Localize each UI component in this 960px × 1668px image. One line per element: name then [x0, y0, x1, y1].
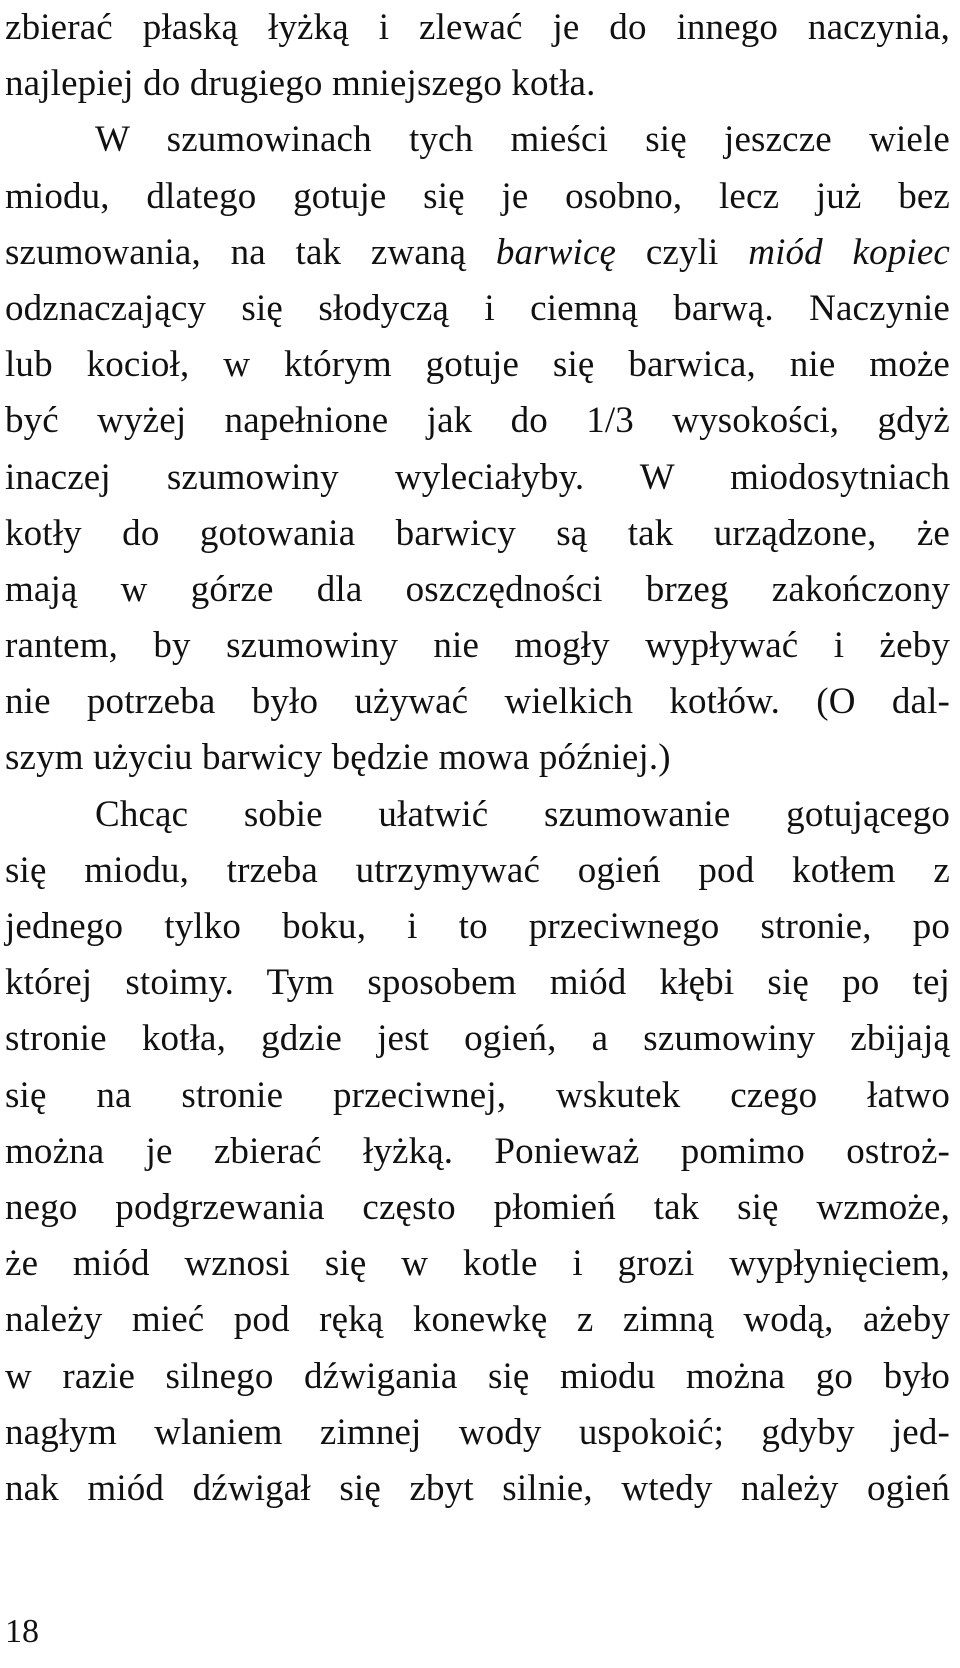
text-line: stronie kotła, gdzie jest ogień, a szumowiny zbijają: [5, 1018, 950, 1060]
italic-term-barwice: barwicę: [495, 231, 617, 273]
text-line: zbierać płaską łyżką i zlewać je do innego naczynia,: [5, 7, 950, 48]
text-line: Chcąc sobie ułatwić szumowanie gotującego: [95, 793, 950, 835]
page-number: 18: [5, 1613, 39, 1650]
text-line: nak miód dźwigał się zbyt silnie, wtedy należy ogień: [5, 1467, 950, 1509]
body-text: [5, 0, 950, 1517]
text-line: nego podgrzewania często płomień tak się wzmoże,: [5, 1186, 950, 1228]
text-line: że miód wznosi się w kotle i grozi wypłynięciem,: [5, 1243, 950, 1285]
text-line: W szumowinach tych mieści się jeszcze wiele: [95, 119, 950, 161]
text-line: miodu, dlatego gotuje się je osobno, lecz już bez: [5, 175, 950, 217]
text-line: należy mieć pod ręką konewkę z zimną wodą, ażeby: [5, 1299, 950, 1341]
text-line: inaczej szumowiny wyleciałyby. W miodosytniach: [5, 456, 950, 498]
text-line: najlepiej do drugiego mniejszego kotła.: [5, 63, 596, 105]
text-line: kotły do gotowania barwicy są tak urządzone, że: [5, 512, 950, 554]
text-line: mają w górze dla oszczędności brzeg zakończony: [5, 568, 950, 610]
text-line: w razie silnego dźwigania się miodu można go było: [5, 1355, 950, 1397]
text-line-with-italics: [5, 225, 950, 281]
text-line: się miodu, trzeba utrzymywać ogień pod kotłem z: [5, 849, 950, 891]
text-line: być wyżej napełnione jak do 1/3 wysokości, gdyż: [5, 400, 950, 442]
text-line: której stoimy. Tym sposobem miód kłębi się po tej: [5, 962, 950, 1004]
text-line: można je zbierać łyżką. Ponieważ pomimo ostroż-: [5, 1130, 950, 1172]
text-fragment: szumowania, na tak zwaną: [5, 231, 496, 273]
text-line: odznaczający się słodyczą i ciemną barwą. Naczynie: [5, 287, 950, 329]
text-line: się na stronie przeciwnej, wskutek czego łatwo: [5, 1074, 950, 1116]
italic-term-miod-kopiec: miód kopiec: [748, 231, 950, 273]
text-fragment: czyli: [616, 231, 749, 273]
text-line: nagłym wlaniem zimnej wody uspokoić; gdyby jed-: [5, 1411, 950, 1453]
text-line: nie potrzeba było używać wielkich kotłów. (O dal-: [5, 681, 950, 723]
text-line: lub kocioł, w którym gotuje się barwica, nie może: [5, 344, 950, 386]
text-line: rantem, by szumowiny nie mogły wypływać i żeby: [5, 625, 950, 667]
text-line: jednego tylko boku, i to przeciwnego stronie, po: [5, 906, 950, 947]
text-line: szym użyciu barwicy będzie mowa później.): [5, 737, 671, 779]
